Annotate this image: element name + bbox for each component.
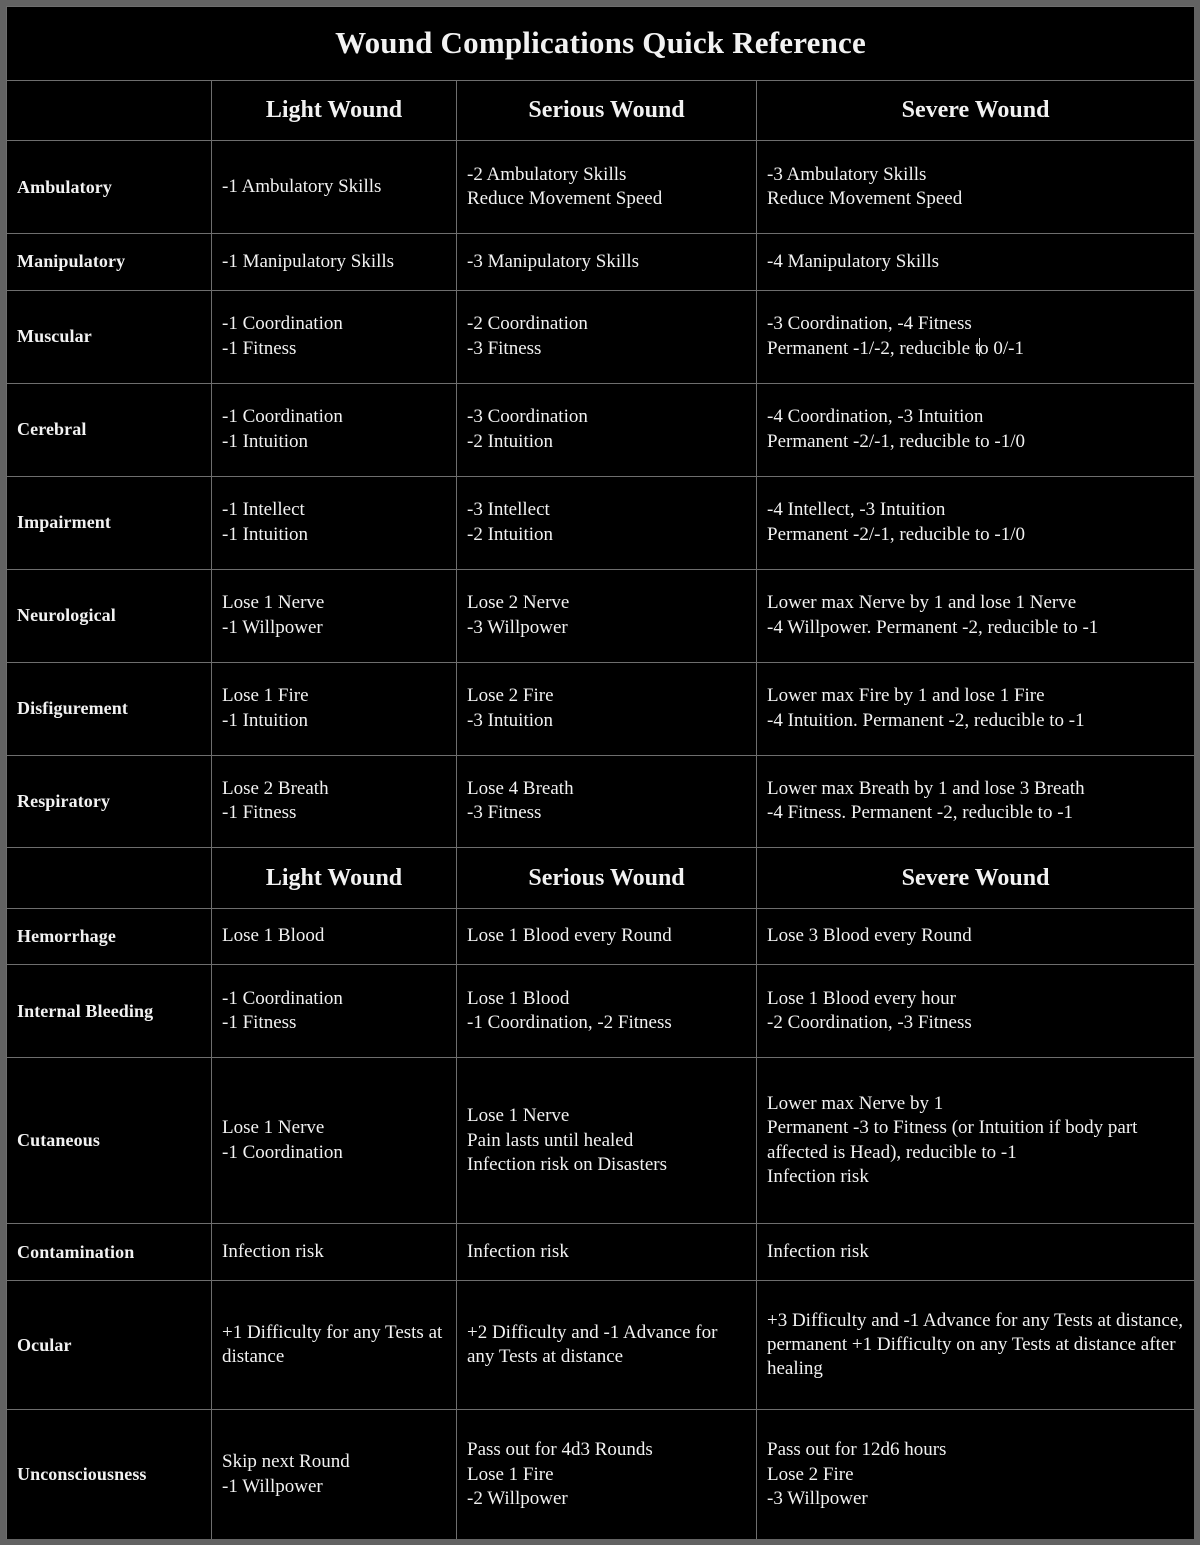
table-row bbox=[7, 141, 1195, 234]
cell-line: -4 Intellect, -3 Intuition bbox=[767, 499, 946, 521]
cell-serious-wound bbox=[457, 476, 757, 569]
cell-severe-wound bbox=[757, 476, 1195, 569]
cell-severe-wound bbox=[757, 234, 1195, 290]
table-row bbox=[7, 755, 1195, 848]
page-title: Wound Complications Quick Reference bbox=[7, 7, 1195, 81]
cell-light-wound bbox=[212, 1280, 457, 1410]
cell-serious-wound bbox=[457, 1058, 757, 1224]
cell-light-wound bbox=[212, 965, 457, 1058]
row-label-internal-bleeding: Internal Bleeding bbox=[7, 965, 212, 1058]
cell-line: -3 Fitness bbox=[467, 802, 542, 824]
cell-line: -3 Intuition bbox=[467, 709, 554, 731]
cell-line: -1 Coordination bbox=[222, 313, 343, 335]
cell-line: Lose 3 Blood every Round bbox=[767, 925, 972, 947]
table-row bbox=[7, 234, 1195, 290]
cell-severe-wound bbox=[757, 1410, 1195, 1539]
cell-line: Lower max Fire by 1 and lose 1 Fire bbox=[767, 685, 1045, 707]
cell-line: -4 Intuition. Permanent -2, reducible to -1 bbox=[767, 709, 1085, 731]
header-blank-corner bbox=[7, 80, 212, 140]
row-label-neurological: Neurological bbox=[7, 569, 212, 662]
cell-line: Permanent -2/-1, reducible to -1/0 bbox=[767, 523, 1026, 545]
cell-line: Lose 1 Blood every hour bbox=[767, 987, 956, 1009]
cell-line: -1 Coordination, -2 Fitness bbox=[467, 1012, 672, 1034]
cell-line: -2 Coordination bbox=[467, 313, 588, 335]
header-serious-wound: Serious Wound bbox=[457, 80, 757, 140]
cell-line: +1 Difficulty for any Tests at distance bbox=[222, 1321, 443, 1368]
cell-serious-wound bbox=[457, 755, 757, 848]
cell-light-wound bbox=[212, 476, 457, 569]
cell-serious-wound bbox=[457, 908, 757, 964]
cell-line: Lose 1 Fire bbox=[222, 685, 309, 707]
cell-line: Pass out for 4d3 Rounds bbox=[467, 1439, 653, 1461]
cell-line: -1 Fitness bbox=[222, 802, 297, 824]
cell-serious-wound bbox=[457, 569, 757, 662]
row-label-muscular: Muscular bbox=[7, 290, 212, 383]
cell-line: -1 Manipulatory Skills bbox=[222, 250, 395, 272]
cell-line: +2 Difficulty and -1 Advance for any Tests at distance bbox=[467, 1321, 718, 1368]
header-blank-corner bbox=[7, 848, 212, 908]
cell-line: Lose 1 Fire bbox=[467, 1463, 554, 1485]
row-label-hemorrhage: Hemorrhage bbox=[7, 908, 212, 964]
cell-line: Reduce Movement Speed bbox=[467, 188, 663, 210]
cell-line: Permanent -2/-1, reducible to -1/0 bbox=[767, 430, 1026, 452]
header-serious-wound: Serious Wound bbox=[457, 848, 757, 908]
cell-line: Lose 1 Nerve bbox=[222, 592, 325, 614]
cell-line: -1 Coordination bbox=[222, 406, 343, 428]
cell-light-wound bbox=[212, 141, 457, 234]
row-label-ambulatory: Ambulatory bbox=[7, 141, 212, 234]
cell-severe-wound bbox=[757, 755, 1195, 848]
cell-line: -4 Manipulatory Skills bbox=[767, 250, 940, 272]
cell-line: Pain lasts until healed bbox=[467, 1129, 634, 1151]
cell-severe-wound bbox=[757, 1058, 1195, 1224]
row-label-disfigurement: Disfigurement bbox=[7, 662, 212, 755]
cell-line: -3 Fitness bbox=[467, 337, 542, 359]
cell-line: Lose 1 Blood bbox=[222, 925, 325, 947]
table-row bbox=[7, 965, 1195, 1058]
cell-severe-wound bbox=[757, 569, 1195, 662]
cell-serious-wound bbox=[457, 290, 757, 383]
cell-serious-wound bbox=[457, 662, 757, 755]
row-label-respiratory: Respiratory bbox=[7, 755, 212, 848]
cell-line: Lose 1 Nerve bbox=[467, 1105, 570, 1127]
table-row bbox=[7, 290, 1195, 383]
cell-line: Infection risk on Disasters bbox=[467, 1153, 667, 1175]
cell-light-wound bbox=[212, 662, 457, 755]
cell-line: Infection risk bbox=[767, 1240, 869, 1262]
header-light-wound: Light Wound bbox=[212, 848, 457, 908]
cell-line: -2 Ambulatory Skills bbox=[467, 163, 627, 185]
cell-line: -3 Willpower bbox=[767, 1487, 868, 1509]
cell-line: Lose 1 Nerve bbox=[222, 1117, 325, 1139]
wound-complications-table bbox=[6, 6, 1195, 1539]
cell-line: -2 Intuition bbox=[467, 523, 554, 545]
cell-line: Infection risk bbox=[467, 1240, 569, 1262]
table-row bbox=[7, 1410, 1195, 1539]
cell-line: -3 Manipulatory Skills bbox=[467, 250, 640, 272]
cell-line: -4 Coordination, -3 Intuition bbox=[767, 406, 984, 428]
cell-line: Permanent -3 to Fitness (or Intuition if body part affected is Head), reducible to -1 bbox=[767, 1117, 1138, 1163]
cell-line: Lose 1 Blood every Round bbox=[467, 925, 672, 947]
row-label-ocular: Ocular bbox=[7, 1280, 212, 1410]
cell-line: -1 Willpower bbox=[222, 1475, 323, 1497]
cell-line: -3 Coordination, -4 Fitness bbox=[767, 313, 972, 335]
cell-line: Lose 2 Breath bbox=[222, 778, 329, 800]
cell-line: Lower max Nerve by 1 bbox=[767, 1093, 944, 1115]
cell-severe-wound bbox=[757, 1280, 1195, 1410]
header-light-wound: Light Wound bbox=[212, 80, 457, 140]
cell-line: Lose 2 Fire bbox=[467, 685, 554, 707]
cell-severe-wound bbox=[757, 965, 1195, 1058]
cell-line: -2 Intuition bbox=[467, 430, 554, 452]
cell-light-wound bbox=[212, 755, 457, 848]
cell-severe-wound bbox=[757, 141, 1195, 234]
cell-line: -3 Intellect bbox=[467, 499, 550, 521]
cell-light-wound bbox=[212, 383, 457, 476]
table-row bbox=[7, 1058, 1195, 1224]
cell-severe-wound bbox=[757, 662, 1195, 755]
table-row bbox=[7, 476, 1195, 569]
cell-serious-wound bbox=[457, 965, 757, 1058]
cell-line: Lose 2 Nerve bbox=[467, 592, 570, 614]
cell-serious-wound bbox=[457, 141, 757, 234]
cell-line: Infection risk bbox=[222, 1240, 324, 1262]
cell-serious-wound bbox=[457, 1224, 757, 1280]
cell-severe-wound bbox=[757, 908, 1195, 964]
cell-light-wound bbox=[212, 1410, 457, 1539]
cell-line: Lose 4 Breath bbox=[467, 778, 574, 800]
table-row bbox=[7, 569, 1195, 662]
table-row bbox=[7, 1224, 1195, 1280]
text-cursor bbox=[979, 338, 980, 356]
table-row bbox=[7, 383, 1195, 476]
header-severe-wound: Severe Wound bbox=[757, 80, 1195, 140]
cell-line: -1 Fitness bbox=[222, 1012, 297, 1034]
cell-serious-wound bbox=[457, 1410, 757, 1539]
cell-severe-wound bbox=[757, 1224, 1195, 1280]
cell-severe-wound bbox=[757, 290, 1195, 383]
cell-line: -4 Willpower. Permanent -2, reducible to -1 bbox=[767, 616, 1099, 638]
header-row-second bbox=[7, 848, 1195, 908]
table-row bbox=[7, 662, 1195, 755]
cell-line: -1 Coordination bbox=[222, 987, 343, 1009]
row-label-impairment: Impairment bbox=[7, 476, 212, 569]
cell-line: +3 Difficulty and -1 Advance for any Tests at distance, permanent +1 Difficulty on any Tests at distance after healing bbox=[767, 1309, 1184, 1380]
cell-line: -3 Ambulatory Skills bbox=[767, 163, 927, 185]
header-severe-wound: Severe Wound bbox=[757, 848, 1195, 908]
cell-light-wound bbox=[212, 908, 457, 964]
cell-line: -1 Intuition bbox=[222, 709, 309, 731]
cell-line: Lower max Breath by 1 and lose 3 Breath bbox=[767, 778, 1085, 800]
cell-line: -1 Intuition bbox=[222, 523, 309, 545]
cell-light-wound bbox=[212, 1224, 457, 1280]
cell-line: Lower max Nerve by 1 and lose 1 Nerve bbox=[767, 592, 1077, 614]
row-label-contamination: Contamination bbox=[7, 1224, 212, 1280]
header-row-top bbox=[7, 80, 1195, 140]
table-row bbox=[7, 908, 1195, 964]
cell-line: -1 Fitness bbox=[222, 337, 297, 359]
cell-serious-wound bbox=[457, 383, 757, 476]
row-label-manipulatory: Manipulatory bbox=[7, 234, 212, 290]
cell-line: -2 Willpower bbox=[467, 1487, 568, 1509]
cell-line: -1 Intellect bbox=[222, 499, 305, 521]
cell-line: Infection risk bbox=[767, 1166, 869, 1188]
title-row bbox=[7, 7, 1195, 81]
cell-line: Pass out for 12d6 hours bbox=[767, 1439, 947, 1461]
cell-line: Reduce Movement Speed bbox=[767, 188, 963, 210]
cell-light-wound bbox=[212, 1058, 457, 1224]
cell-line: -1 Willpower bbox=[222, 616, 323, 638]
cell-line: -1 Intuition bbox=[222, 430, 309, 452]
cell-light-wound bbox=[212, 234, 457, 290]
cell-line: -4 Fitness. Permanent -2, reducible to -1 bbox=[767, 802, 1074, 824]
cell-line: -3 Willpower bbox=[467, 616, 568, 638]
cell-line: Permanent -1/-2, reducible to 0/-1 bbox=[767, 337, 1025, 359]
row-label-unconsciousness: Unconsciousness bbox=[7, 1410, 212, 1539]
cell-severe-wound bbox=[757, 383, 1195, 476]
row-label-cutaneous: Cutaneous bbox=[7, 1058, 212, 1224]
cell-line: Lose 1 Blood bbox=[467, 987, 570, 1009]
cell-line: Skip next Round bbox=[222, 1451, 350, 1473]
cell-line: Lose 2 Fire bbox=[767, 1463, 854, 1485]
table-row bbox=[7, 1280, 1195, 1410]
cell-line: -3 Coordination bbox=[467, 406, 588, 428]
cell-serious-wound bbox=[457, 234, 757, 290]
cell-line: -1 Ambulatory Skills bbox=[222, 176, 382, 198]
cell-serious-wound bbox=[457, 1280, 757, 1410]
cell-light-wound bbox=[212, 290, 457, 383]
cell-line: -1 Coordination bbox=[222, 1141, 343, 1163]
cell-line: -2 Coordination, -3 Fitness bbox=[767, 1012, 972, 1034]
cell-light-wound bbox=[212, 569, 457, 662]
row-label-cerebral: Cerebral bbox=[7, 383, 212, 476]
